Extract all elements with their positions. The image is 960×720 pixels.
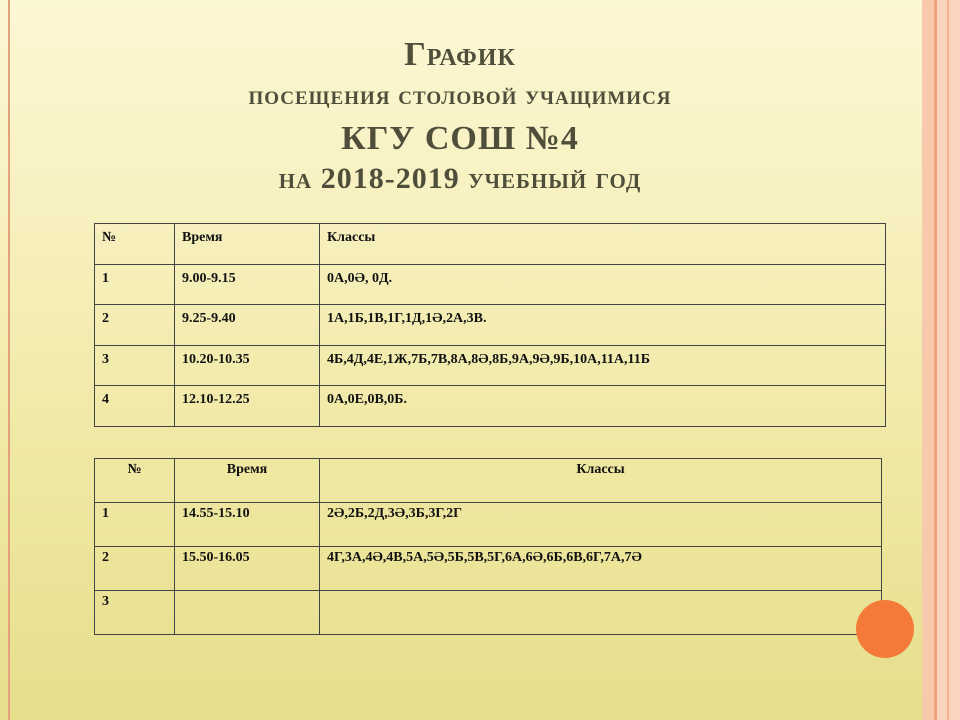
- row-time: 15.50-16.05: [175, 547, 320, 591]
- table-row: [95, 264, 886, 305]
- header-number: №: [95, 224, 175, 265]
- row-time: 14.55-15.10: [175, 503, 320, 547]
- row-time: 9.25-9.40: [175, 305, 320, 346]
- slide-title: [60, 38, 860, 204]
- decorative-orange-circle: [856, 600, 914, 658]
- title-line-1: График: [404, 36, 516, 73]
- header-classes: Классы: [320, 459, 882, 503]
- table-row: [95, 345, 886, 386]
- right-decorative-band-stripe: [947, 0, 949, 720]
- row-classes: [320, 591, 882, 635]
- table-row: [95, 305, 886, 346]
- row-number: 2: [95, 305, 175, 346]
- row-number: 3: [95, 345, 175, 386]
- row-number: 4: [95, 386, 175, 427]
- table-row: [95, 591, 882, 635]
- left-decorative-rule: [8, 0, 10, 720]
- row-time: 12.10-12.25: [175, 386, 320, 427]
- title-line-2: посещения столовой учащимися: [248, 80, 672, 110]
- row-number: 2: [95, 547, 175, 591]
- schedule-table-afternoon: [94, 458, 882, 635]
- header-classes: Классы: [320, 224, 886, 265]
- row-classes: 4Г,3А,4Ә,4В,5А,5Ә,5Б,5В,5Г,6А,6Ә,6Б,6В,6Г,7А,7Ә: [320, 547, 882, 591]
- schedule-table-morning: [94, 223, 886, 427]
- row-classes: 0А,0Е,0В,0Б.: [320, 386, 886, 427]
- row-classes: 0А,0Ә, 0Д.: [320, 264, 886, 305]
- row-number: 1: [95, 264, 175, 305]
- row-number: 1: [95, 503, 175, 547]
- table-header-row: [95, 459, 882, 503]
- row-time: [175, 591, 320, 635]
- row-number: 3: [95, 591, 175, 635]
- row-classes: 2Ә,2Б,2Д,3Ә,3Б,3Г,2Г: [320, 503, 882, 547]
- row-time: 10.20-10.35: [175, 345, 320, 386]
- title-line-3: КГУ СОШ №4: [341, 120, 579, 157]
- table-header-row: [95, 224, 886, 265]
- row-classes: 1А,1Б,1В,1Г,1Д,1Ә,2А,3В.: [320, 305, 886, 346]
- right-decorative-band: [922, 0, 934, 720]
- table-row: [95, 503, 882, 547]
- row-classes: 4Б,4Д,4Е,1Ж,7Б,7В,8А,8Ә,8Б,9А,9Ә,9Б,10А,11А,11Б: [320, 345, 886, 386]
- table-row: [95, 386, 886, 427]
- row-time: 9.00-9.15: [175, 264, 320, 305]
- header-number: №: [95, 459, 175, 503]
- table-row: [95, 547, 882, 591]
- title-line-4: на 2018-2019 учебный год: [278, 162, 642, 195]
- header-time: Время: [175, 459, 320, 503]
- header-time: Время: [175, 224, 320, 265]
